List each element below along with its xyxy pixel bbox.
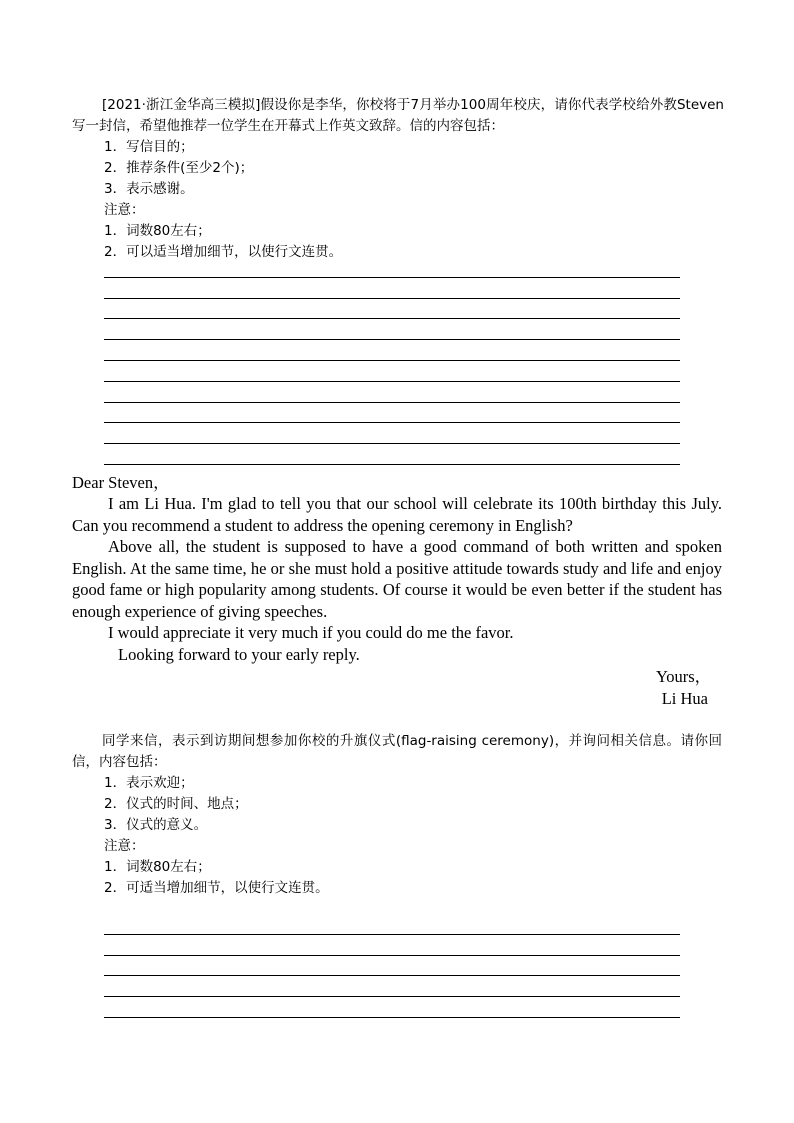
task2-answer-lines[interactable] [104, 914, 680, 1018]
letter-signature: Li Hua [661, 688, 708, 708]
task1-item: 1．写信目的； [104, 139, 194, 155]
letter-paragraph: Above all, the student is supposed to have a good command of both written and spoken English. At the same time, he or she must hold a positive attitude towards study and life and enjoy good fame or high popularity among students. Of course it would be even better if the student has enough experience of giving speeches. [72, 537, 722, 621]
letter-salutation: Dear Steven， [72, 473, 170, 492]
task2-requirements [104, 773, 329, 899]
letter-paragraph: I would appreciate it very much if you could do me the favor. [108, 623, 514, 642]
task1-item: 3．表示感谢。 [104, 181, 194, 197]
answer-line[interactable] [104, 444, 680, 465]
task1-answer-lines[interactable] [104, 257, 680, 465]
letter-signoff-block [656, 666, 712, 709]
task2-item: 2．仪式的时间、地点； [104, 796, 248, 812]
task2-note: 2．可适当增加细节，以使行文连贯。 [104, 880, 329, 896]
answer-line[interactable] [104, 976, 680, 997]
task1-note-title: 注意： [104, 202, 145, 218]
task2-prompt: 同学来信，表示到访期间想参加你校的升旗仪式(flag-raising ceremony)，并询问相关信息。请你回信，内容包括： [72, 733, 722, 770]
task2-item: 1．表示欢迎； [104, 775, 194, 791]
task1-prompt: [2021·浙江金华高三模拟]假设你是李华，你校将于7月举办100周年校庆，请你代表学校给外教Steven写一封信，希望他推荐一位学生在开幕式上作英文致辞。信的内容包括： [72, 97, 724, 134]
task1-note: 1．词数80左右； [104, 223, 211, 239]
task2-note: 1．词数80左右； [104, 859, 211, 875]
task1-note: 2．可以适当增加细节，以使行文连贯。 [104, 244, 343, 260]
answer-line[interactable] [104, 382, 680, 403]
answer-line[interactable] [104, 403, 680, 424]
answer-line[interactable] [104, 423, 680, 444]
task2-item: 3．仪式的意义。 [104, 817, 208, 833]
answer-line[interactable] [104, 914, 680, 935]
answer-line[interactable] [104, 361, 680, 382]
answer-line[interactable] [104, 956, 680, 977]
answer-line[interactable] [104, 935, 680, 956]
letter-signoff: Yours， [656, 667, 712, 686]
answer-line[interactable] [104, 319, 680, 340]
answer-line[interactable] [104, 257, 680, 278]
letter-closing: Looking forward to your early reply. [118, 645, 360, 664]
answer-line[interactable] [104, 299, 680, 320]
answer-line[interactable] [104, 340, 680, 361]
answer-line[interactable] [104, 997, 680, 1018]
answer-line[interactable] [104, 278, 680, 299]
task1-item: 2．推荐条件(至少2个)； [104, 160, 254, 176]
task2-note-title: 注意： [104, 838, 145, 854]
letter-body [72, 493, 722, 644]
letter-paragraph: I am Li Hua. I'm glad to tell you that our school will celebrate its 100th birthday this July. Can you recommend a student to address the opening ceremony in English? [72, 494, 722, 535]
task1-requirements [104, 137, 342, 263]
